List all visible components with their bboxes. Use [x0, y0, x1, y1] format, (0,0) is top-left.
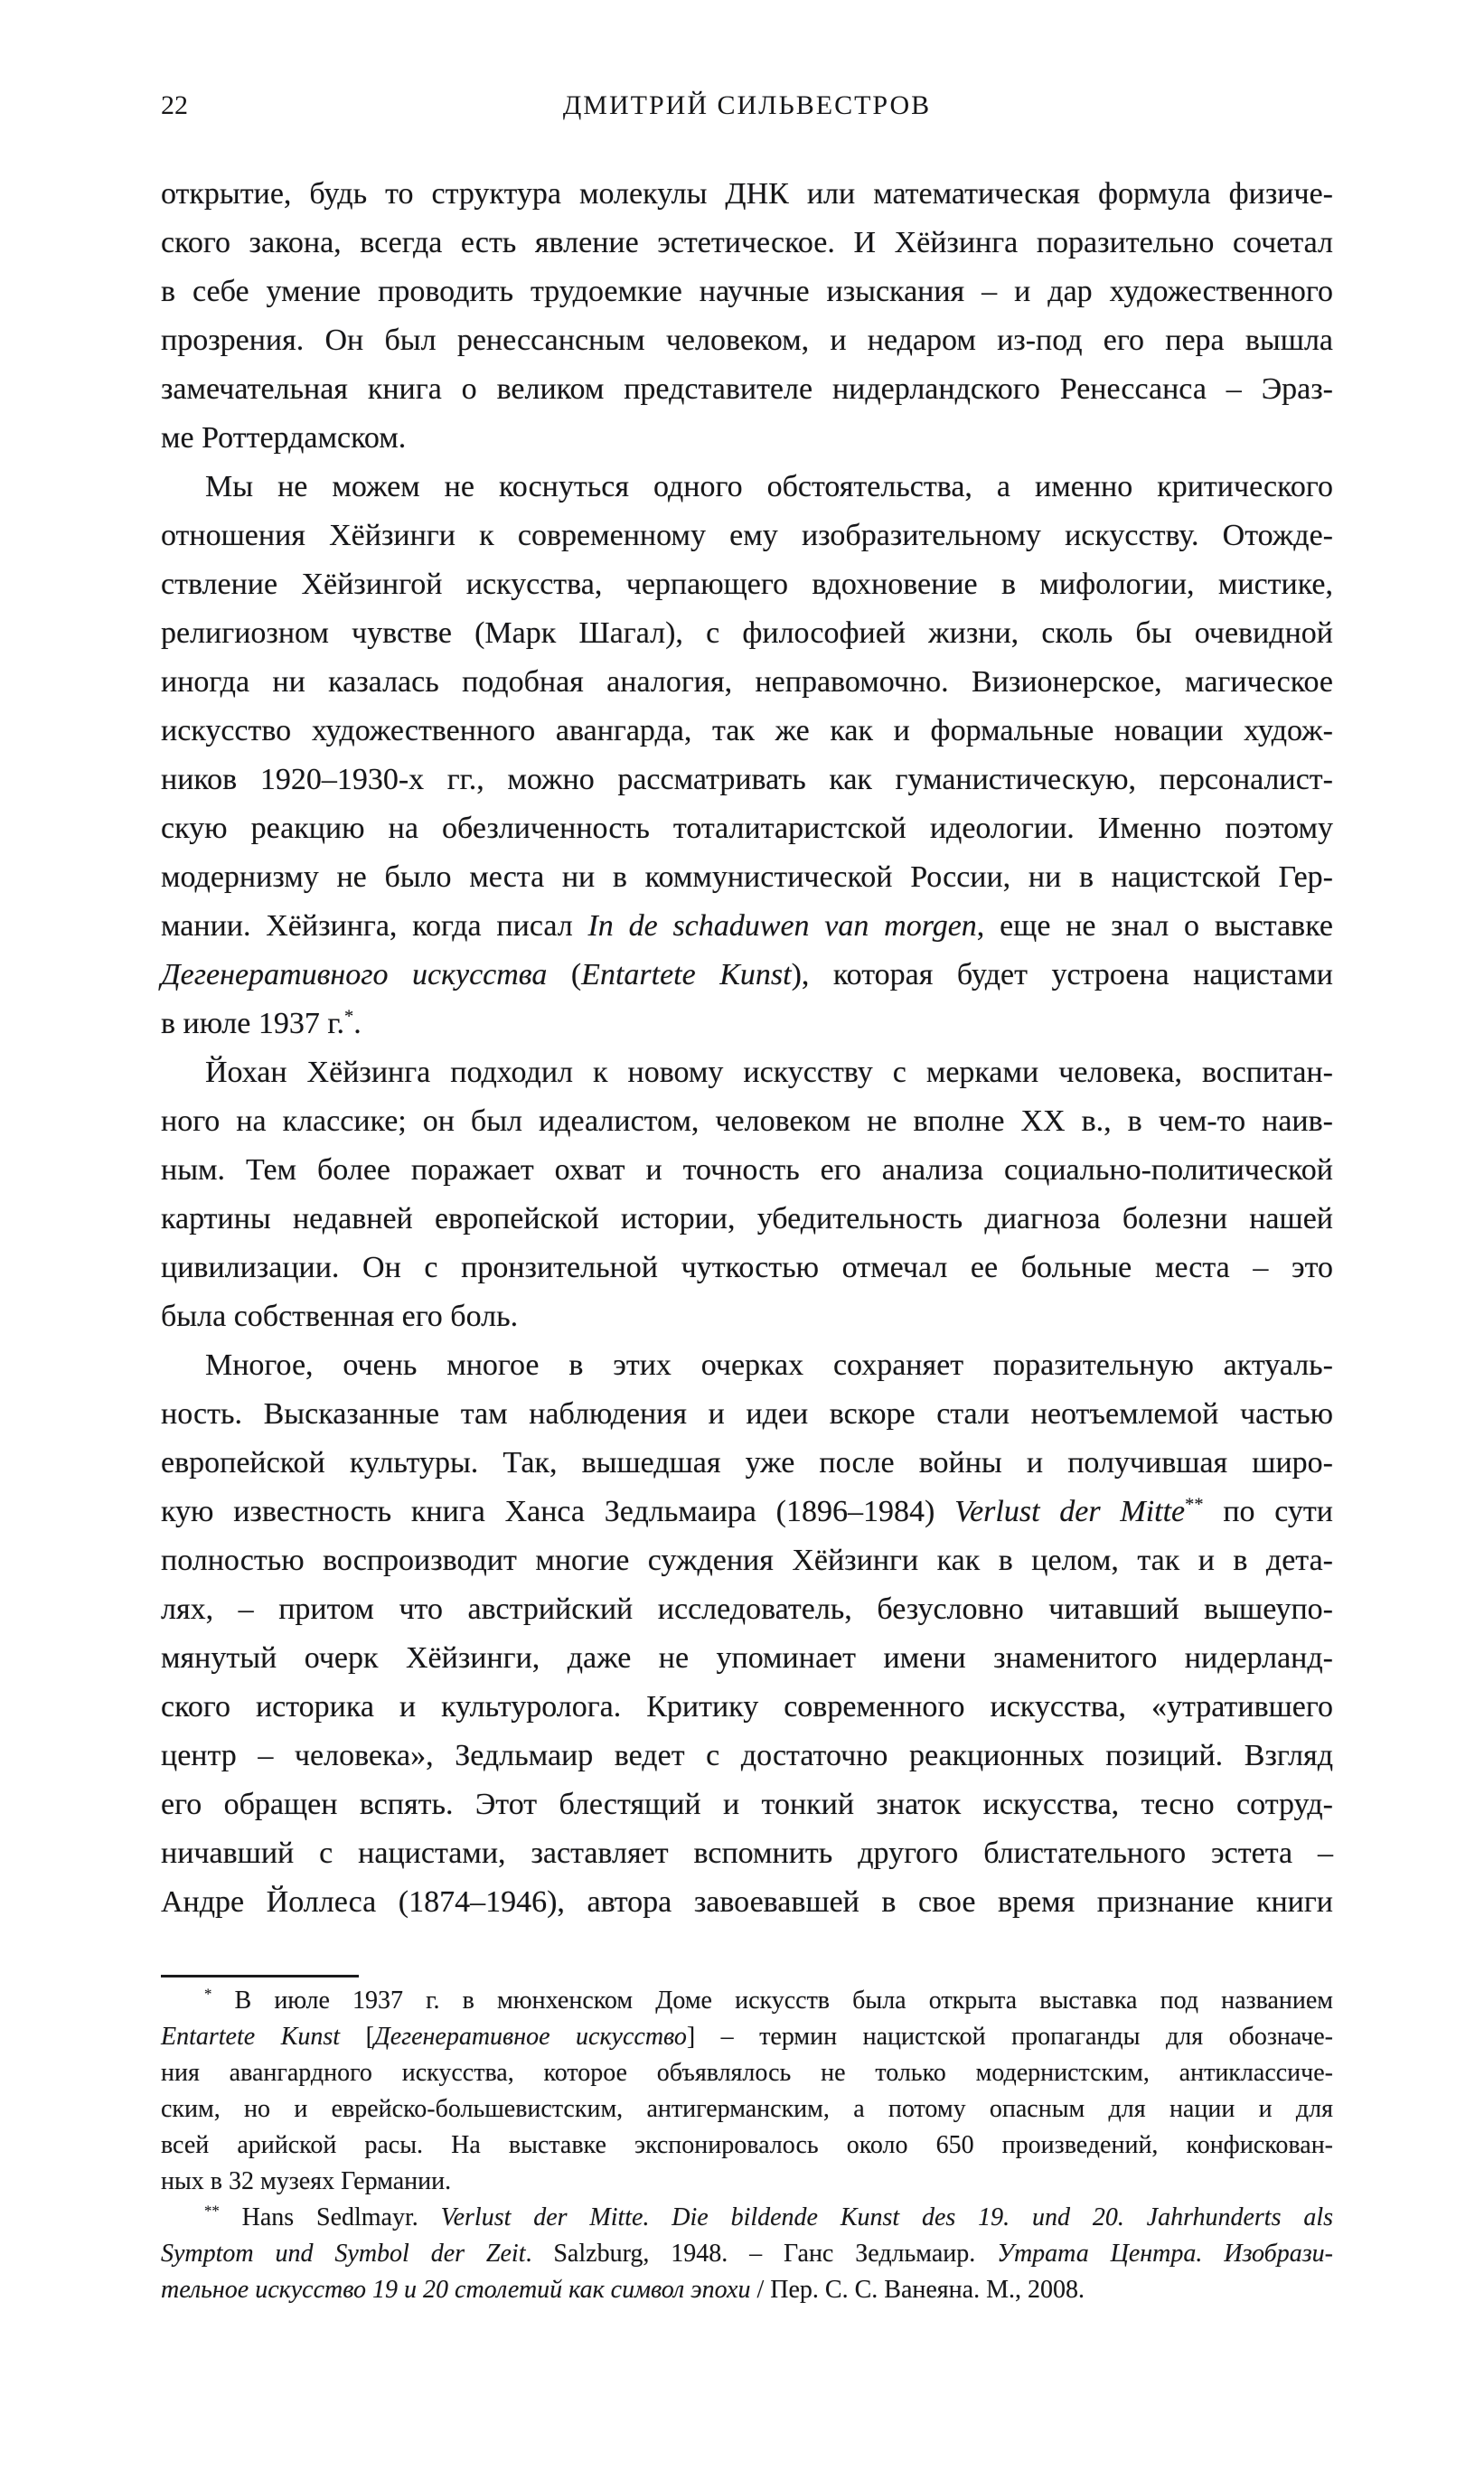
- text-line: центр – человека», Зедльмаир ведет с достаточно реакционных позиций. Взгляд: [161, 1739, 1333, 1772]
- text-line: Symptom und Symbol der Zeit. Salzburg, 1948. – Ганс Зедльмаир. Утрата Центра. Изобрази-: [161, 2240, 1333, 2268]
- text-line: была собственная его боль.: [161, 1300, 519, 1333]
- text-line: ным. Тем более поражает охват и точность его анализа социально-политической: [161, 1153, 1333, 1187]
- text-line: скую реакцию на обезличенность тоталитаристской идеологии. Именно поэтому: [161, 812, 1333, 845]
- text-line: Йохан Хёйзинга подходил к новому искусству с мерками человека, воспитан-: [205, 1056, 1333, 1089]
- text-line: ствление Хёйзингой искусства, черпающего вдохновение в мифологии, мистике,: [161, 568, 1333, 601]
- text-line: замечательная книга о великом представителе нидерландского Ренессанса – Эраз-: [161, 372, 1333, 406]
- text-line: иногда ни казалась подобная аналогия, неправомочно. Визионерское, магическое: [161, 665, 1333, 699]
- text-line: Мы не можем не коснуться одного обстоятельства, а именно критического: [205, 470, 1333, 503]
- text-line: в июле 1937 г.*.: [161, 1006, 362, 1040]
- text-line: Андре Йоллеса (1874–1946), автора завоевавшей в свое время признание книги: [161, 1885, 1333, 1919]
- text-line: в себе умение проводить трудоемкие научные изыскания – и дар художественного: [161, 275, 1333, 308]
- text-line: его обращен вспять. Этот блестящий и тонкий знаток искусства, тесно сотруд-: [161, 1788, 1333, 1821]
- text-line: ским, но и еврейско-большевистским, антигерманским, а потому опасным для нации и для: [161, 2095, 1333, 2123]
- text-line: Entartete Kunst [Дегенеративное искусство] – термин нацистской пропаганды для обозначе-: [161, 2023, 1334, 2051]
- body-text: [161, 170, 1333, 1927]
- running-header: [161, 90, 1333, 127]
- text-line: модернизму не было места ни в коммунистической России, ни в нацистской Гер-: [161, 860, 1333, 894]
- text-line: европейской культуры. Так, вышедшая уже после войны и получившая широ-: [161, 1446, 1333, 1480]
- text-line: картины недавней европейской истории, убедительность диагноза болезни нашей: [161, 1202, 1333, 1235]
- running-title: ДМИТРИЙ СИЛЬВЕСТРОВ: [562, 90, 932, 120]
- paragraph-4: [161, 1341, 1333, 1927]
- text-line: ность. Высказанные там наблюдения и идеи вскоре стали неотъемлемой частью: [161, 1397, 1333, 1431]
- text-line: ния авангардного искусства, которое объявлялось не только модернистским, антиклассиче-: [161, 2059, 1333, 2087]
- page-number: 22: [161, 90, 188, 120]
- text-line: полностью воспроизводит многие суждения Хёйзинги как в целом, так и в дета-: [161, 1544, 1333, 1577]
- text-line: искусство художественного авангарда, так же как и формальные новации худож-: [161, 714, 1333, 747]
- footnote-2: [161, 2200, 1333, 2308]
- text-line: мянутый очерк Хёйзинги, даже не упоминает имени знаменитого нидерланд-: [161, 1641, 1333, 1675]
- text-line: ского закона, всегда есть явление эстетическое. И Хёйзинга поразительно сочетал: [161, 226, 1333, 259]
- text-line: Многое, очень многое в этих очерках сохраняет поразительную актуаль-: [205, 1348, 1333, 1382]
- text-line: Дегенеративного искусства (Entartete Kunst), которая будет устроена нацистами: [161, 958, 1333, 991]
- footnote-separator-rule: [161, 1975, 359, 1977]
- text-line: кую известность книга Ханса Зедльмаира (1896–1984) Verlust der Mitte** по сути: [161, 1494, 1333, 1528]
- paragraph-1: [161, 170, 1333, 463]
- text-line: ского историка и культуролога. Критику современного искусства, «утратившего: [161, 1690, 1333, 1724]
- text-line: цивилизации. Он с пронзительной чуткостью отмечал ее больные места – это: [161, 1251, 1333, 1284]
- footnotes-block: [161, 1983, 1333, 2308]
- text-line: тельное искусство 19 и 20 столетий как символ эпохи / Пер. С. С. Ванеяна. М., 2008.: [161, 2276, 1085, 2304]
- paragraph-2: [161, 463, 1333, 1048]
- text-line: ме Роттердамском.: [161, 421, 407, 455]
- text-line: мании. Хёйзинга, когда писал In de schaduwen van morgen, еще не знал о выставке: [161, 909, 1333, 943]
- text-line: ников 1920–1930-х гг., можно рассматривать как гуманистическую, персоналист-: [161, 763, 1333, 796]
- text-line: религиозном чувстве (Марк Шагал), с философией жизни, сколь бы очевидной: [161, 616, 1333, 650]
- paragraph-3: [161, 1048, 1333, 1341]
- text-line: ного на классике; он был идеалистом, человеком не вполне XX в., в чем-то наив-: [161, 1104, 1333, 1138]
- text-line: открытие, будь то структура молекулы ДНК или математическая формула физиче-: [161, 177, 1333, 211]
- text-line: лях, – притом что австрийский исследователь, безусловно читавший вышеупо-: [161, 1592, 1333, 1626]
- footnote-1: [161, 1983, 1333, 2200]
- text-line: прозрения. Он был ренессансным человеком, и недаром из-под его пера вышла: [161, 324, 1333, 357]
- text-line: ** Hans Sedlmayr. Verlust der Mitte. Die bildende Kunst des 19. und 20. Jahrhunderts als: [204, 2202, 1333, 2231]
- text-line: * В июле 1937 г. в мюнхенском Доме искусств была открыта выставка под названием: [204, 1985, 1333, 2015]
- text-line: ничавший с нацистами, заставляет вспомнить другого блистательного эстета –: [161, 1837, 1333, 1870]
- text-line: всей арийской расы. На выставке экспонировалось около 650 произведений, конфискован-: [161, 2131, 1333, 2159]
- text-line: ных в 32 музеях Германии.: [161, 2167, 452, 2195]
- text-line: отношения Хёйзинги к современному ему изобразительному искусству. Отожде-: [161, 519, 1333, 552]
